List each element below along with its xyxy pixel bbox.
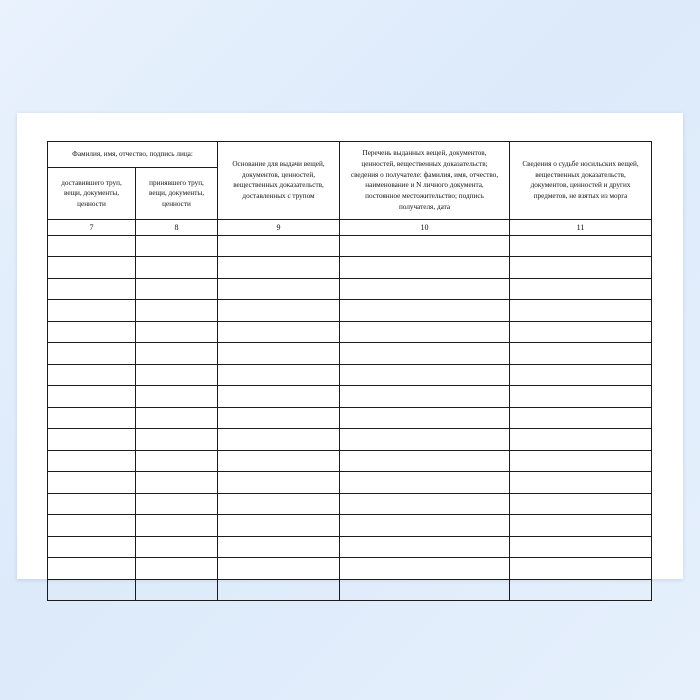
table-cell[interactable] xyxy=(510,472,652,494)
table-cell[interactable] xyxy=(136,257,218,279)
table-cell[interactable] xyxy=(510,235,652,257)
table-row[interactable] xyxy=(48,343,652,365)
table-cell[interactable] xyxy=(218,493,340,515)
table-cell[interactable] xyxy=(136,429,218,451)
table-cell[interactable] xyxy=(510,515,652,537)
table-row[interactable] xyxy=(48,300,652,322)
colnum-11: 11 xyxy=(510,219,652,235)
table-cell[interactable] xyxy=(218,321,340,343)
table-cell[interactable] xyxy=(510,343,652,365)
table-cell[interactable] xyxy=(48,257,136,279)
colnum-10: 10 xyxy=(340,219,510,235)
table-cell[interactable] xyxy=(218,450,340,472)
table-cell[interactable] xyxy=(48,364,136,386)
table-row[interactable] xyxy=(48,235,652,257)
table-cell[interactable] xyxy=(340,364,510,386)
column-number-row xyxy=(48,219,652,235)
header-person-group: Фамилия, имя, отчество, подпись лица: xyxy=(48,142,218,168)
table-body xyxy=(48,235,652,601)
table-cell[interactable] xyxy=(218,429,340,451)
table-cell[interactable] xyxy=(48,558,136,580)
document-page xyxy=(17,113,683,579)
table-cell[interactable] xyxy=(48,321,136,343)
table-cell[interactable] xyxy=(218,300,340,322)
table-cell[interactable] xyxy=(510,386,652,408)
table-cell[interactable] xyxy=(510,257,652,279)
table-cell[interactable] xyxy=(340,493,510,515)
table-cell[interactable] xyxy=(48,429,136,451)
register-table xyxy=(47,141,652,601)
table-cell[interactable] xyxy=(340,257,510,279)
table-cell[interactable] xyxy=(218,472,340,494)
table-cell[interactable] xyxy=(218,558,340,580)
table-cell[interactable] xyxy=(218,579,340,601)
table-row[interactable] xyxy=(48,407,652,429)
header-col10: Перечень выданных вещей, документов, ценностей, вещественных доказательств; сведения о получателе: фамилия, имя, отчество, наименование и N личного документа, постоянное местожительство; подпись получателя, дата xyxy=(340,142,510,220)
table-cell[interactable] xyxy=(340,536,510,558)
table-cell[interactable] xyxy=(48,278,136,300)
table-cell[interactable] xyxy=(218,364,340,386)
table-cell[interactable] xyxy=(340,386,510,408)
table-cell[interactable] xyxy=(48,386,136,408)
header-col9: Основание для выдачи вещей, документов, ценностей, вещественных доказательств, доставленных с трупом xyxy=(218,142,340,220)
table-row[interactable] xyxy=(48,386,652,408)
table-cell[interactable] xyxy=(218,515,340,537)
colnum-8: 8 xyxy=(136,219,218,235)
table-cell[interactable] xyxy=(510,536,652,558)
table-cell[interactable] xyxy=(510,364,652,386)
table-cell[interactable] xyxy=(48,450,136,472)
table-cell[interactable] xyxy=(218,536,340,558)
table-row[interactable] xyxy=(48,558,652,580)
table-cell[interactable] xyxy=(340,450,510,472)
table-cell[interactable] xyxy=(340,407,510,429)
table-cell[interactable] xyxy=(218,257,340,279)
register-table-area xyxy=(47,141,651,601)
table-cell[interactable] xyxy=(136,579,218,601)
table-cell[interactable] xyxy=(218,386,340,408)
table-cell[interactable] xyxy=(510,321,652,343)
table-cell[interactable] xyxy=(340,472,510,494)
header-col11: Сведения о судьбе носильских вещей, вещественных доказательств, документов, ценностей и других предметов, не взятых из морга xyxy=(510,142,652,220)
header-col8: принявшего труп, вещи, документы, ценности xyxy=(136,168,218,220)
table-cell[interactable] xyxy=(48,493,136,515)
table-cell[interactable] xyxy=(136,364,218,386)
table-cell[interactable] xyxy=(510,493,652,515)
table-cell[interactable] xyxy=(340,515,510,537)
table-row[interactable] xyxy=(48,321,652,343)
table-row[interactable] xyxy=(48,472,652,494)
table-cell[interactable] xyxy=(136,343,218,365)
table-cell[interactable] xyxy=(510,278,652,300)
table-cell[interactable] xyxy=(510,300,652,322)
table-cell[interactable] xyxy=(136,493,218,515)
table-cell[interactable] xyxy=(218,278,340,300)
table-row[interactable] xyxy=(48,493,652,515)
table-cell[interactable] xyxy=(340,321,510,343)
header-col7: доставившего труп, вещи, документы, ценности xyxy=(48,168,136,220)
table-cell[interactable] xyxy=(510,558,652,580)
table-cell[interactable] xyxy=(510,579,652,601)
table-cell[interactable] xyxy=(218,343,340,365)
table-row[interactable] xyxy=(48,257,652,279)
table-header-row-top xyxy=(48,142,652,168)
table-cell[interactable] xyxy=(48,300,136,322)
table-cell[interactable] xyxy=(136,321,218,343)
table-cell[interactable] xyxy=(136,386,218,408)
table-cell[interactable] xyxy=(340,558,510,580)
table-row[interactable] xyxy=(48,278,652,300)
table-cell[interactable] xyxy=(510,450,652,472)
table-row[interactable] xyxy=(48,536,652,558)
table-row[interactable] xyxy=(48,579,652,601)
table-cell[interactable] xyxy=(48,343,136,365)
table-cell[interactable] xyxy=(48,235,136,257)
table-cell[interactable] xyxy=(136,515,218,537)
table-cell[interactable] xyxy=(136,450,218,472)
colnum-9: 9 xyxy=(218,219,340,235)
table-cell[interactable] xyxy=(218,407,340,429)
table-cell[interactable] xyxy=(136,278,218,300)
table-cell[interactable] xyxy=(48,579,136,601)
table-cell[interactable] xyxy=(510,429,652,451)
table-cell[interactable] xyxy=(218,235,340,257)
table-row[interactable] xyxy=(48,429,652,451)
table-cell[interactable] xyxy=(136,407,218,429)
table-cell[interactable] xyxy=(48,472,136,494)
table-cell[interactable] xyxy=(340,343,510,365)
table-row[interactable] xyxy=(48,364,652,386)
table-row[interactable] xyxy=(48,450,652,472)
table-cell[interactable] xyxy=(136,300,218,322)
colnum-7: 7 xyxy=(48,219,136,235)
table-cell[interactable] xyxy=(48,536,136,558)
table-row[interactable] xyxy=(48,515,652,537)
table-cell[interactable] xyxy=(136,235,218,257)
table-cell[interactable] xyxy=(48,407,136,429)
table-cell[interactable] xyxy=(340,429,510,451)
table-cell[interactable] xyxy=(340,579,510,601)
table-cell[interactable] xyxy=(510,407,652,429)
table-cell[interactable] xyxy=(48,515,136,537)
table-cell[interactable] xyxy=(136,472,218,494)
table-cell[interactable] xyxy=(340,300,510,322)
table-cell[interactable] xyxy=(136,536,218,558)
table-cell[interactable] xyxy=(136,558,218,580)
table-cell[interactable] xyxy=(340,235,510,257)
table-cell[interactable] xyxy=(340,278,510,300)
